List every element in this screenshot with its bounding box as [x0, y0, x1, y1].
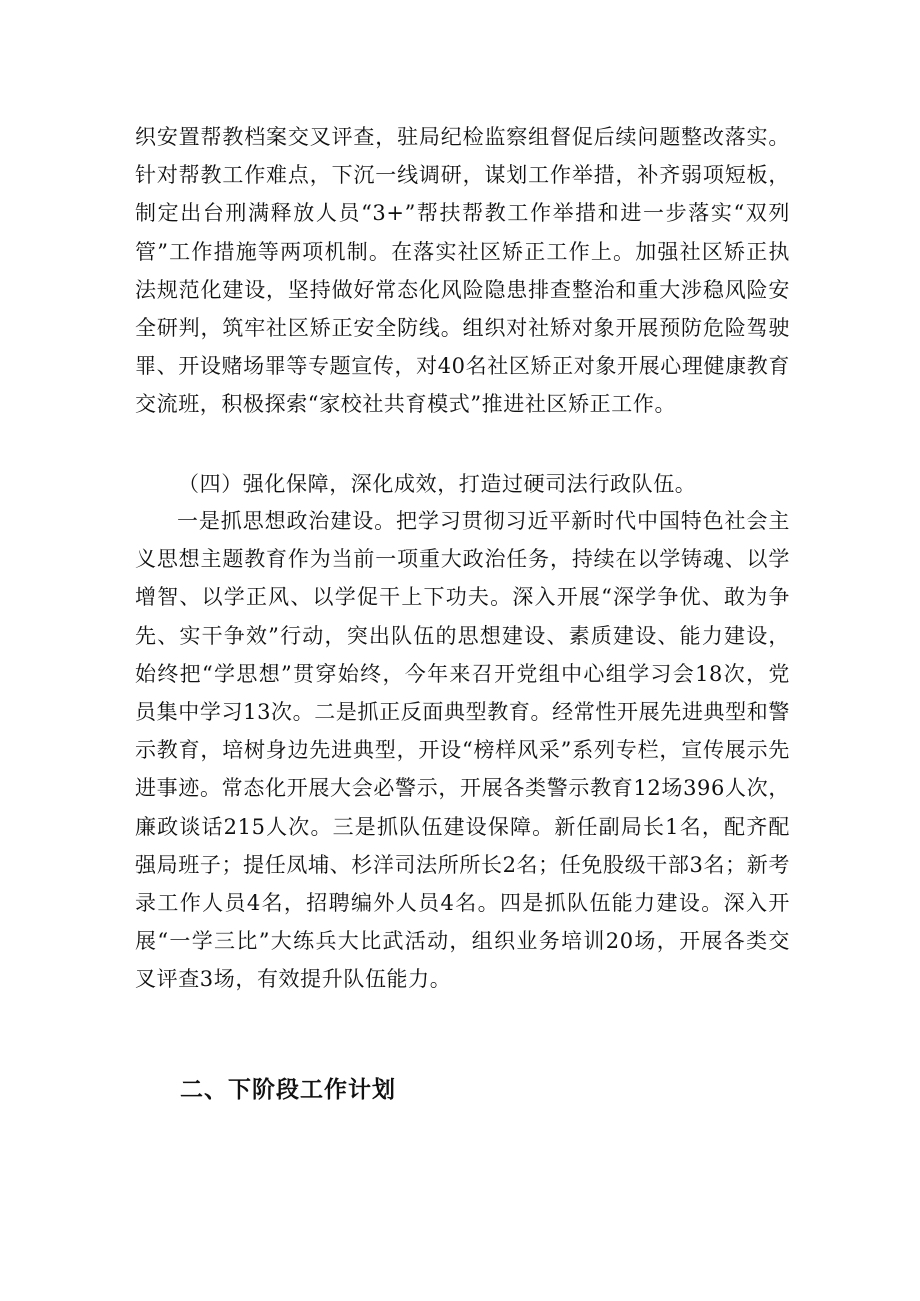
- body-text-team-building: [135, 502, 790, 999]
- paragraph-continuation: 织安置帮教档案交叉评查，驻局纪检监察组督促后续问题整改落实。针对帮教工作难点，下沉一线调研，谋划工作举措，补齐弱项短板，制定出台刑满释放人员“3+”帮扶帮教工作举措和进一步落实“双列管”工作措施等两项机制。在落实社区矫正工作上。加强社区矫正执法规范化建设，坚持做好常态化风险隐患排查整治和重大涉稳风险安全研判，筑牢社区矫正安全防线。组织对社矫对象开展预防危险驾驶罪、开设赌场罪等专题宣传，对40名社区矫正对象开展心理健康教育交流班，积极探索“家校社共育模式”推进社区矫正工作。: [135, 125, 790, 417]
- body-text-continued: [135, 118, 790, 424]
- paragraph-team-building: 一是抓思想政治建设。把学习贯彻习近平新时代中国特色社会主义思想主题教育作为当前一项重大政治任务，持续在以学铸魂、以学增智、以学正风、以学促干上下功夫。深入开展“深学争优、敢为争先、实干争效”行动，突出队伍的思想建设、素质建设、能力建设，始终把“学思想”贯穿始终，今年来召开党组中心组学习会18次，党员集中学习13次。二是抓正反面典型教育。经常性开展先进典型和警示教育，培树身边先进典型，开设“榜样风采”系列专栏，宣传展示先进事迹。常态化开展大会必警示，开展各类警示教育12场396人次，廉政谈话215人次。三是抓队伍建设保障。新任副局长1名，配齐配强局班子；提任凤埔、杉洋司法所所长2名；任免股级干部3名；新考录工作人员4名，招聘编外人员4名。四是抓队伍能力建设。深入开展“一学三比”大练兵大比武活动，组织业务培训20场，开展各类交叉评查3场，有效提升队伍能力。: [135, 509, 790, 992]
- subheading-strengthen-guarantee: （四）强化保障，深化成效，打造过硬司法行政队伍。: [178, 472, 697, 496]
- section-title-next-plan: 二、下阶段工作计划: [180, 1077, 396, 1103]
